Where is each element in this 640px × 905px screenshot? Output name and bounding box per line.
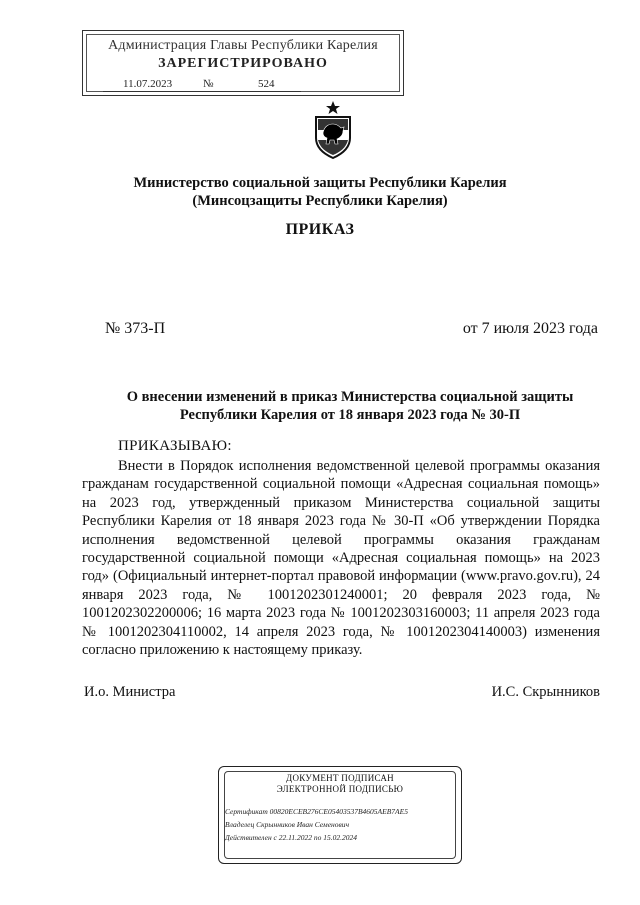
electronic-signature-stamp (218, 766, 462, 864)
registration-date: 11.07.2023 (123, 78, 173, 90)
order-body-paragraph: Внести в Порядок исполнения ведомственной целевой программы оказания гражданам государственной социальной помощи «Адресная социальная помощь» на 2023 год, утвержденный приказом Министерства социальной защиты Республики Карелия от 18 января 2023 года № 30-П «Об утверждении Порядка исполнения ведомственной целевой программы оказания гражданам государственной социальной помощи «Адресная социальная помощь» на 2023 год» (Официальный интернет-портал правовой информации (www.pravo.gov.ru), 24 января 2023 года, № 1001202301240001; 20 февраля 2023 года, № 1001202302200006; 16 марта 2023 года № 1001202303160003; 11 апреля 2023 года № 1001202304110002, 14 апреля 2023 года, № 1001202304140003) изменения согласно приложению к настоящему приказу. (82, 458, 600, 659)
registration-stamp-office: Администрация Главы Республики Карелия (108, 38, 378, 53)
subject-line-2: Республики Карелия от 18 января 2023 года № 30-П (179, 407, 521, 423)
signer-name: И.С. Скрынников (491, 684, 600, 700)
registration-number-label: № (203, 78, 214, 90)
karelia-coat-of-arms-icon (312, 100, 354, 160)
registration-number: 524 (258, 78, 275, 90)
registration-underline (103, 91, 301, 92)
esig-owner: Владелец Скрынников Иван Семенович (225, 820, 350, 829)
ministry-full-name: Министерство социальной защиты Республики Карелия (133, 175, 507, 191)
ministry-short-name: (Минсоцзащиты Республики Карелия) (192, 193, 448, 209)
document-type-title: ПРИКАЗ (285, 221, 355, 238)
esig-title-line-2: ЭЛЕКТРОННОЙ ПОДПИСЬЮ (276, 784, 404, 794)
esig-title (219, 773, 461, 795)
subject-line-1: О внесении изменений в приказ Министерства социальной защиты (126, 389, 574, 405)
esig-certificate: Сертификат 00820ECEB276CE05403537B4605AEB7AE5 (225, 807, 408, 816)
esig-title-line-1: ДОКУМЕНТ ПОДПИСАН (286, 773, 394, 783)
esig-validity: Действителен с 22.11.2022 по 15.02.2024 (225, 833, 357, 842)
registration-stamp-status: ЗАРЕГИСТРИРОВАНО (158, 56, 328, 71)
order-number: № 373-П (105, 320, 166, 337)
signer-position: И.о. Министра (84, 684, 176, 700)
directive-word: ПРИКАЗЫВАЮ: (118, 438, 232, 454)
order-date: от 7 июля 2023 года (462, 320, 598, 337)
registration-stamp (82, 30, 404, 96)
